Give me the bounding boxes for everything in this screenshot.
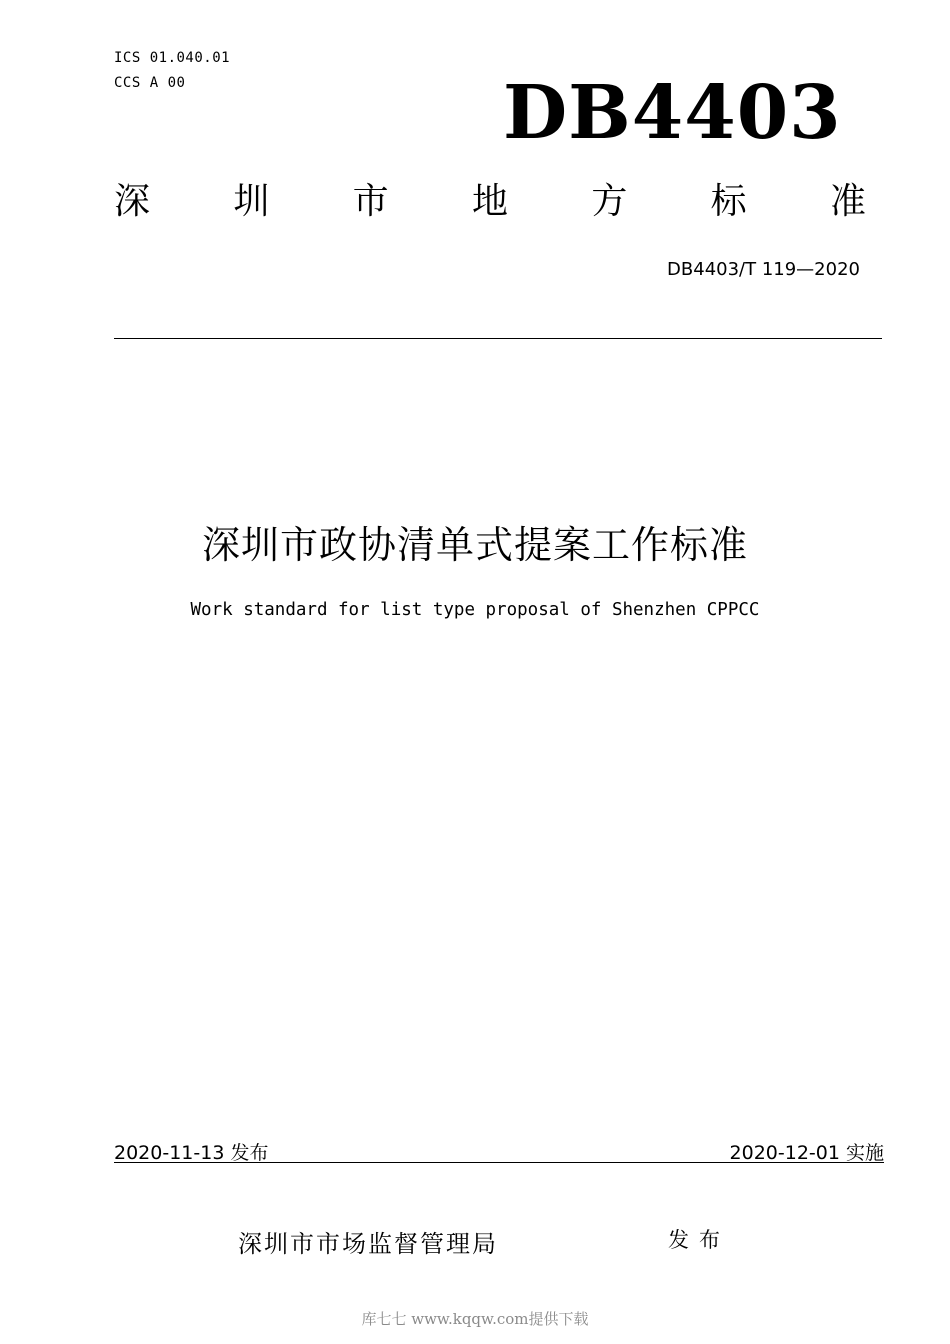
db-code-logo: DB4403 [503, 70, 842, 156]
document-title-chinese: 深圳市政协清单式提案工作标准 [201, 523, 748, 567]
ccs-code: CCS A 00 [114, 75, 186, 91]
standard-type-char: 准 [829, 181, 866, 222]
standard-type-char: 深 [114, 181, 151, 222]
ics-code: ICS 01.040.01 [114, 50, 231, 66]
implementation-date: 2020-12-01 实施 [729, 1142, 884, 1164]
issue-label: 发布 [668, 1228, 730, 1252]
document-title-english: Work standard for list type proposal of Shenzhen CPPCC [190, 600, 760, 620]
standard-type-char: 方 [591, 181, 628, 222]
standard-type-char: 地 [471, 181, 508, 222]
top-divider [114, 338, 882, 339]
publish-date: 2020-11-13 发布 [114, 1142, 269, 1164]
issuing-authority: 深圳市市场监督管理局 [238, 1230, 498, 1258]
bottom-divider [114, 1162, 884, 1163]
standard-number: DB4403/T 119—2020 [667, 259, 860, 280]
standard-type-heading [114, 181, 866, 222]
standard-type-char: 标 [710, 181, 747, 222]
download-watermark: 库七七 www.kqqw.com提供下载 [361, 1310, 589, 1328]
standard-type-char: 市 [352, 181, 389, 222]
standard-type-char: 圳 [233, 181, 270, 222]
